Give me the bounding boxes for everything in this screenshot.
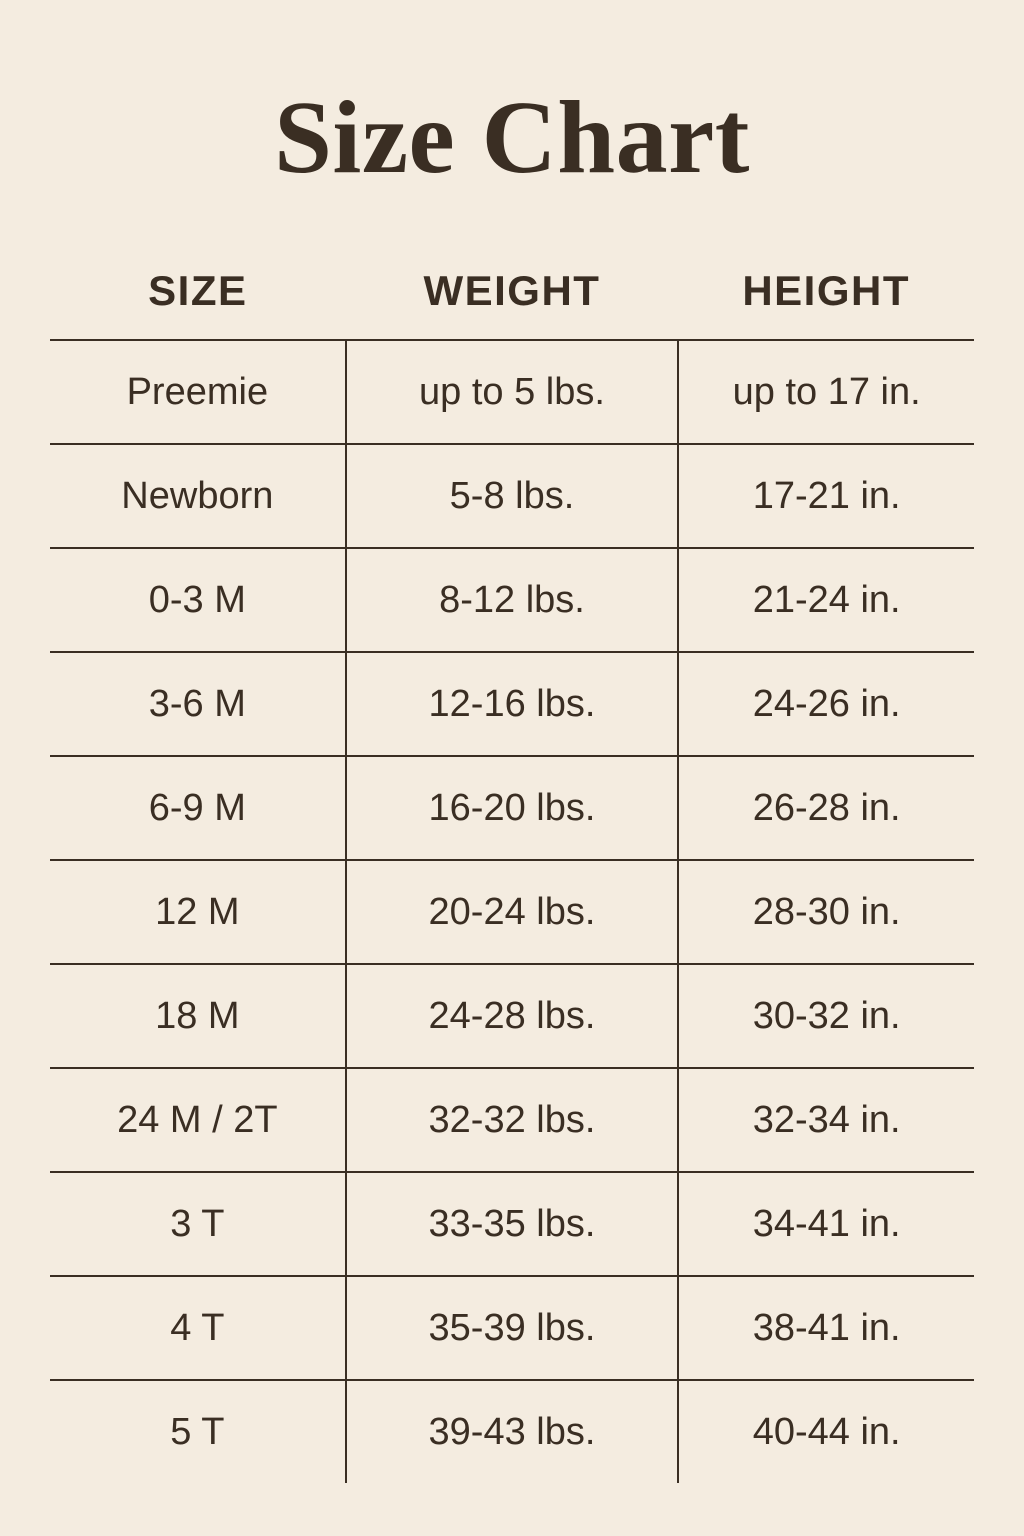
table-row xyxy=(50,860,974,964)
cell-height: 40-44 in. xyxy=(678,1380,974,1483)
cell-height: 28-30 in. xyxy=(678,860,974,964)
cell-height: 26-28 in. xyxy=(678,756,974,860)
cell-size: 6-9 M xyxy=(50,756,346,860)
cell-weight: 5-8 lbs. xyxy=(346,444,679,548)
table-header-row xyxy=(50,266,974,340)
cell-weight: 8-12 lbs. xyxy=(346,548,679,652)
cell-height: 32-34 in. xyxy=(678,1068,974,1172)
cell-weight: 35-39 lbs. xyxy=(346,1276,679,1380)
table-header xyxy=(50,266,974,340)
cell-weight: 39-43 lbs. xyxy=(346,1380,679,1483)
cell-size: 12 M xyxy=(50,860,346,964)
size-chart-table-wrapper xyxy=(50,190,974,1483)
cell-weight: 24-28 lbs. xyxy=(346,964,679,1068)
table-row xyxy=(50,1172,974,1276)
size-chart-table xyxy=(50,266,974,1483)
table-row xyxy=(50,444,974,548)
cell-size: 4 T xyxy=(50,1276,346,1380)
cell-size: 0-3 M xyxy=(50,548,346,652)
cell-height: 38-41 in. xyxy=(678,1276,974,1380)
cell-height: 21-24 in. xyxy=(678,548,974,652)
page-title: Size Chart xyxy=(274,80,750,195)
table-row xyxy=(50,1276,974,1380)
cell-size: 18 M xyxy=(50,964,346,1068)
cell-height: 30-32 in. xyxy=(678,964,974,1068)
table-row xyxy=(50,964,974,1068)
table-row xyxy=(50,548,974,652)
cell-size: Preemie xyxy=(50,340,346,444)
cell-height: 17-21 in. xyxy=(678,444,974,548)
column-header-size: SIZE xyxy=(148,267,248,314)
table-row xyxy=(50,652,974,756)
cell-size: 24 M / 2T xyxy=(50,1068,346,1172)
cell-size: 3-6 M xyxy=(50,652,346,756)
cell-height: up to 17 in. xyxy=(678,340,974,444)
cell-size: 5 T xyxy=(50,1380,346,1483)
cell-size: Newborn xyxy=(50,444,346,548)
cell-weight: 12-16 lbs. xyxy=(346,652,679,756)
table-row xyxy=(50,1380,974,1483)
cell-height: 24-26 in. xyxy=(678,652,974,756)
table-row xyxy=(50,756,974,860)
cell-height: 34-41 in. xyxy=(678,1172,974,1276)
cell-size: 3 T xyxy=(50,1172,346,1276)
cell-weight: up to 5 lbs. xyxy=(346,340,679,444)
column-header-weight: WEIGHT xyxy=(423,267,601,314)
table-row xyxy=(50,340,974,444)
cell-weight: 32-32 lbs. xyxy=(346,1068,679,1172)
table-row xyxy=(50,1068,974,1172)
table-body xyxy=(50,340,974,1483)
column-header-height: HEIGHT xyxy=(742,267,910,314)
cell-weight: 16-20 lbs. xyxy=(346,756,679,860)
cell-weight: 33-35 lbs. xyxy=(346,1172,679,1276)
cell-weight: 20-24 lbs. xyxy=(346,860,679,964)
